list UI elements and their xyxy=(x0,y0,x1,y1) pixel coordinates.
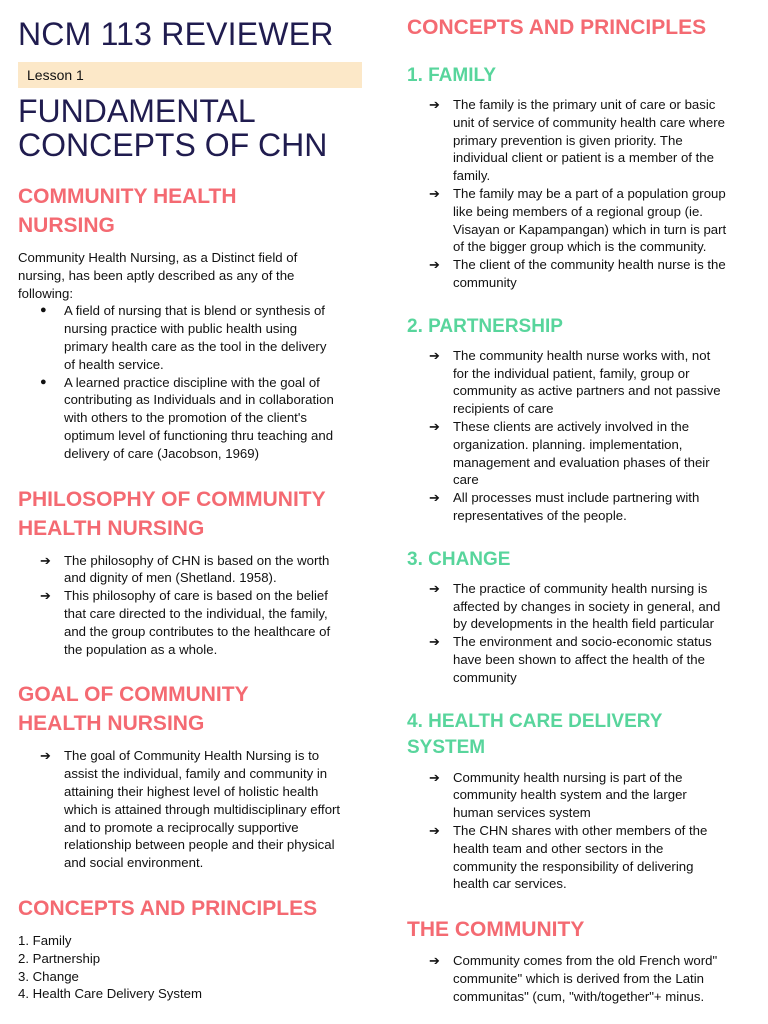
text-line: A field of nursing that is blend or synthesis of xyxy=(64,303,325,319)
text-line: Community Health Nursing, as a Distinct field of xyxy=(18,250,298,265)
list-item xyxy=(429,96,752,185)
text-line: family. xyxy=(453,168,491,184)
heading-line: 4. HEALTH CARE DELIVERY xyxy=(407,710,663,732)
text-line: unit of service of community health care where xyxy=(453,114,725,130)
text-line: community the responsibility of delivering xyxy=(453,858,694,874)
text-line: nursing practice with public health using xyxy=(64,321,298,337)
arrow-icon: ➔ xyxy=(429,347,440,363)
change-heading: 3. CHANGE xyxy=(407,548,511,570)
goal-heading xyxy=(18,680,362,738)
community-list xyxy=(407,952,752,1005)
document-title: NCM 113 REVIEWER xyxy=(18,16,334,52)
text-line: of the bigger group which is the community. xyxy=(453,239,707,255)
text-line: and the group contributes to the healthcare of xyxy=(64,623,331,639)
list-item xyxy=(429,822,752,893)
arrow-icon: ➔ xyxy=(429,257,440,273)
arrow-icon: ➔ xyxy=(429,634,440,650)
text-line: nursing, has been aptly described as any of the xyxy=(18,267,295,283)
arrow-icon: ➔ xyxy=(429,822,440,838)
text-line: The family is the primary unit of care or basic xyxy=(453,97,716,112)
list-item xyxy=(429,952,752,1005)
text-line: Visayan or Kapampangan) which in turn is part xyxy=(453,221,727,237)
list-item xyxy=(429,347,752,418)
partnership-heading: 2. PARTNERSHIP xyxy=(407,315,563,337)
list-item xyxy=(40,302,362,373)
text-line: by developments in the health field particular xyxy=(453,616,714,632)
text-line: The practice of community health nursing is xyxy=(453,580,708,596)
list-item xyxy=(429,418,752,489)
bullet-icon: ● xyxy=(40,375,47,388)
text-line: that care directed to the individual, the family, xyxy=(64,605,328,621)
philosophy-heading xyxy=(18,485,362,543)
list-item xyxy=(40,374,362,463)
heading-line: HEALTH NURSING xyxy=(18,712,205,736)
text-line: human services system xyxy=(453,805,591,821)
heading-line: GOAL OF COMMUNITY xyxy=(18,683,249,707)
text-line: representatives of the people. xyxy=(453,507,627,523)
text-line: These clients are actively involved in the xyxy=(453,418,690,434)
delivery-list xyxy=(407,769,752,894)
list-item xyxy=(429,489,752,525)
text-line: The CHN shares with other members of the xyxy=(453,822,708,838)
left-column xyxy=(18,0,362,1003)
text-line: individual client or patient is a member of the xyxy=(453,150,714,166)
arrow-icon: ➔ xyxy=(429,97,440,112)
text-line: with others to the promotion of the client's xyxy=(64,410,307,426)
text-line: delivery of care (Jacobson, 1969) xyxy=(64,445,259,461)
chn-heading xyxy=(18,182,362,240)
text-line: contributing as Individuals and in collaboration xyxy=(64,392,334,408)
list-item xyxy=(40,747,362,872)
text-line: The family may be a part of a population group xyxy=(453,185,726,201)
text-line: recipients of care xyxy=(453,401,554,417)
lesson-label: Lesson 1 xyxy=(18,62,362,88)
text-line: The goal of Community Health Nursing is to xyxy=(64,748,320,764)
arrow-icon: ➔ xyxy=(429,953,440,969)
text-line: optimum level of functioning thru teaching and xyxy=(64,427,334,443)
text-line: care xyxy=(453,472,479,488)
partnership-list xyxy=(407,347,752,525)
text-line: The community health nurse works with, not xyxy=(453,347,711,363)
list-item: 4. Health Care Delivery System xyxy=(18,986,202,1002)
family-heading: 1. FAMILY xyxy=(407,65,497,86)
community-heading: THE COMMUNITY xyxy=(407,918,585,942)
list-item: 1. Family xyxy=(18,932,72,948)
arrow-icon: ➔ xyxy=(429,185,440,201)
heading-line: COMMUNITY HEALTH xyxy=(18,185,237,208)
list-item xyxy=(40,587,362,658)
text-line: and social environment. xyxy=(64,855,204,871)
text-line: This philosophy of care is based on the belief xyxy=(64,588,328,604)
text-line: management and evaluation phases of their xyxy=(453,454,710,470)
text-line: following: xyxy=(18,285,73,301)
list-item xyxy=(429,769,752,822)
arrow-icon: ➔ xyxy=(40,588,51,604)
list-item: 3. Change xyxy=(18,968,79,984)
text-line: All processes must include partnering with xyxy=(453,490,700,506)
heading-line: HEALTH NURSING xyxy=(18,516,205,540)
list-item xyxy=(40,552,362,588)
text-line: for the individual patient, family, group or xyxy=(453,365,690,381)
arrow-icon: ➔ xyxy=(429,418,440,434)
concepts-list xyxy=(18,932,362,1003)
text-line: health car services. xyxy=(453,876,567,892)
text-line: Community health nursing is part of the xyxy=(453,769,683,785)
list-item xyxy=(429,256,752,292)
list-item: 2. Partnership xyxy=(18,950,101,966)
text-line: attaining their highest level of holistic health xyxy=(64,783,319,799)
text-line: primary health care as the tool in the delivery xyxy=(64,338,327,354)
text-line: communitas" (cum, "with/together"+ minus. xyxy=(453,988,705,1004)
text-line: community xyxy=(453,274,517,290)
change-list xyxy=(407,580,752,687)
text-line: the population as a whole. xyxy=(64,641,218,657)
text-line: community xyxy=(453,669,517,685)
text-line: community health system and the larger xyxy=(453,787,687,803)
family-list xyxy=(407,96,752,292)
text-line: assist the individual, family and community in xyxy=(64,766,328,782)
text-line: The philosophy of CHN is based on the worth xyxy=(64,552,330,568)
arrow-icon: ➔ xyxy=(429,769,440,785)
right-column xyxy=(407,0,752,1005)
chn-bullet-list xyxy=(18,302,362,462)
text-line: have been shown to affect the health of the xyxy=(453,651,705,667)
text-line: A learned practice discipline with the goal of xyxy=(64,374,320,390)
concepts-heading-left: CONCEPTS AND PRINCIPLES xyxy=(18,896,318,920)
chn-intro xyxy=(18,249,362,302)
list-item xyxy=(429,185,752,256)
arrow-icon: ➔ xyxy=(40,748,51,764)
heading-line: NURSING xyxy=(18,214,115,237)
goal-list xyxy=(18,747,362,872)
heading-line: SYSTEM xyxy=(407,736,486,758)
concepts-heading-right: CONCEPTS AND PRINCIPLES xyxy=(407,16,707,39)
arrow-icon: ➔ xyxy=(40,552,51,568)
text-line: The client of the community health nurse is the xyxy=(453,257,726,273)
text-line: and dignity of men (Shetland. 1958). xyxy=(64,570,277,586)
lesson-title xyxy=(18,94,362,162)
philosophy-list xyxy=(18,552,362,659)
text-line: The environment and socio-economic status xyxy=(453,634,712,650)
text-line: health team and other sectors in the xyxy=(453,840,664,856)
text-line: primary prevention is given priority. The xyxy=(453,132,683,148)
lesson-title-line: CONCEPTS OF CHN xyxy=(18,127,328,163)
text-line: communite" which is derived from the Latin xyxy=(453,970,704,986)
text-line: like being members of a regional group (ie. xyxy=(453,203,703,219)
bullet-icon: ● xyxy=(40,304,47,317)
arrow-icon: ➔ xyxy=(429,490,440,506)
list-item xyxy=(429,580,752,633)
text-line: organization. planning. implementation, xyxy=(453,436,683,452)
text-line: of health service. xyxy=(64,356,164,372)
lesson-title-line: FUNDAMENTAL xyxy=(18,93,256,129)
list-item xyxy=(429,633,752,686)
delivery-heading xyxy=(407,709,752,761)
text-line: relationship between people and their physical xyxy=(64,837,335,853)
text-line: Community comes from the old French word" xyxy=(453,953,718,969)
arrow-icon: ➔ xyxy=(429,580,440,596)
text-line: affected by changes in society in general, and xyxy=(453,598,721,614)
text-line: community as active partners and not passive xyxy=(453,383,721,399)
text-line: and to promote a reciprocally supportive xyxy=(64,819,299,835)
text-line: which is attained through multidisciplinary effort xyxy=(64,801,341,817)
heading-line: PHILOSOPHY OF COMMUNITY xyxy=(18,487,326,511)
